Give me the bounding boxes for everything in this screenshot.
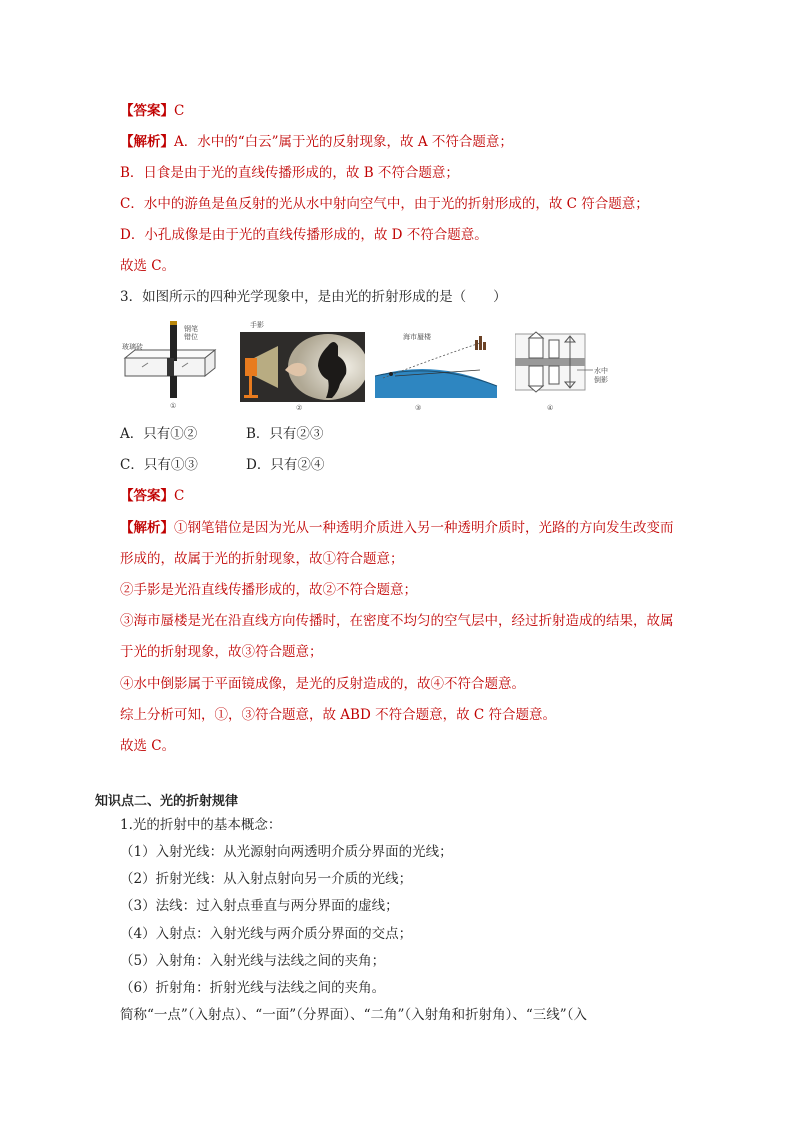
glass-brick-pen-illustration bbox=[120, 318, 220, 413]
option-c: C．只有①③ bbox=[120, 457, 198, 473]
concept-item: （5）入射角：入射光线与法线之间的夹角； bbox=[120, 953, 386, 969]
concept-item: （4）入射点：入射光线与两介质分界面的交点； bbox=[120, 926, 413, 942]
analysis-3-line-6: ④水中倒影属于平面镜成像，是光的反射造成的，故④不符合题意。 bbox=[120, 676, 525, 692]
section-summary: 简称“一点”（入射点）、“一面”（分界面）、“二角”（入射角和折射角）、“三线”（入 bbox=[120, 1007, 587, 1023]
answer-label: 【答案】 bbox=[120, 488, 174, 504]
figure-4-number: ④ bbox=[547, 404, 554, 412]
answer-1 bbox=[120, 102, 184, 120]
section-intro: 1.光的折射中的基本概念： bbox=[120, 817, 282, 833]
figure-3 bbox=[375, 318, 500, 413]
analysis-3-line-1: 【解析】①钢笔错位是因为光从一种透明介质进入另一种透明介质时，光路的方向发生改变而 bbox=[120, 520, 674, 536]
analysis-1-line-4: D．小孔成像是由于光的直线传播形成的，故 D 不符合题意。 bbox=[120, 227, 488, 243]
option-a: A．只有①② bbox=[120, 426, 198, 442]
figure-1-label-offset: 错位 bbox=[184, 333, 198, 341]
figure-1-number: ① bbox=[170, 402, 177, 410]
section-title: 知识点二、光的折射规律 bbox=[95, 794, 239, 809]
water-reflection-illustration bbox=[515, 318, 625, 413]
figure-3-label: 海市蜃楼 bbox=[403, 333, 431, 341]
analysis-3-line-7: 综上分析可知，①，③符合题意，故 ABD 不符合题意，故 C 符合题意。 bbox=[120, 707, 556, 723]
answer-label: 【答案】 bbox=[120, 103, 174, 119]
analysis-3-line-3: ②手影是光沿直线传播形成的，故②不符合题意； bbox=[120, 582, 417, 598]
answer-value: C bbox=[174, 488, 185, 504]
analysis-1-line-3: C．水中的游鱼是鱼反射的光从水中射向空气中，由于光的折射形成的，故 C 符合题意； bbox=[120, 196, 649, 212]
concept-item: （1）入射光线：从光源射向两透明介质分界面的光线； bbox=[120, 844, 453, 860]
analysis-3-line-2: 形成的，故属于光的折射现象，故①符合题意； bbox=[120, 551, 404, 567]
analysis-1-line-2: B．日食是由于光的直线传播形成的，故 B 不符合题意； bbox=[120, 165, 459, 181]
figure-1 bbox=[120, 318, 220, 413]
analysis-3-line-4: ③海市蜃楼是光在沿直线方向传播时，在密度不均匀的空气层中，经过折射造成的结果，故属 bbox=[120, 613, 674, 629]
question-3-stem: 3．如图所示的四种光学现象中，是由光的折射形成的是（ ） bbox=[120, 289, 507, 305]
analysis-label: 【解析】 bbox=[120, 520, 174, 536]
answer-value: C bbox=[174, 103, 185, 119]
figure-1-label-glass: 玻璃砖 bbox=[122, 343, 143, 351]
concept-item: （2）折射光线：从入射点射向另一介质的光线； bbox=[120, 871, 413, 887]
option-d: D．只有②④ bbox=[246, 457, 325, 473]
figure-2-number: ② bbox=[296, 404, 303, 412]
figure-4-label-reflection: 倒影 bbox=[594, 376, 608, 384]
option-b: B．只有②③ bbox=[246, 426, 324, 442]
hand-shadow-illustration bbox=[240, 318, 365, 413]
figure-3-number: ③ bbox=[415, 404, 422, 412]
concept-item: （6）折射角：折射光线与法线之间的夹角。 bbox=[120, 980, 386, 996]
mirage-illustration bbox=[375, 318, 500, 413]
figure-4-label-water: 水中 bbox=[594, 367, 608, 375]
analysis-3-line-8: 故选 C。 bbox=[120, 738, 176, 754]
answer-3 bbox=[120, 487, 184, 505]
figure-1-label-pen: 钢笔 bbox=[184, 325, 198, 333]
analysis-1-line-1: 【解析】A．水中的“白云”属于光的反射现象，故 A 不符合题意； bbox=[120, 134, 513, 150]
analysis-1-line-5: 故选 C。 bbox=[120, 258, 176, 274]
figure-4 bbox=[515, 318, 625, 413]
figure-2-label: 手影 bbox=[250, 321, 264, 329]
concept-item: （3）法线：过入射点垂直与两分界面的虚线； bbox=[120, 898, 399, 914]
analysis-3-line-5: 于光的折射现象，故③符合题意； bbox=[120, 644, 323, 660]
analysis-label: 【解析】 bbox=[120, 134, 174, 150]
figure-2 bbox=[240, 318, 365, 413]
